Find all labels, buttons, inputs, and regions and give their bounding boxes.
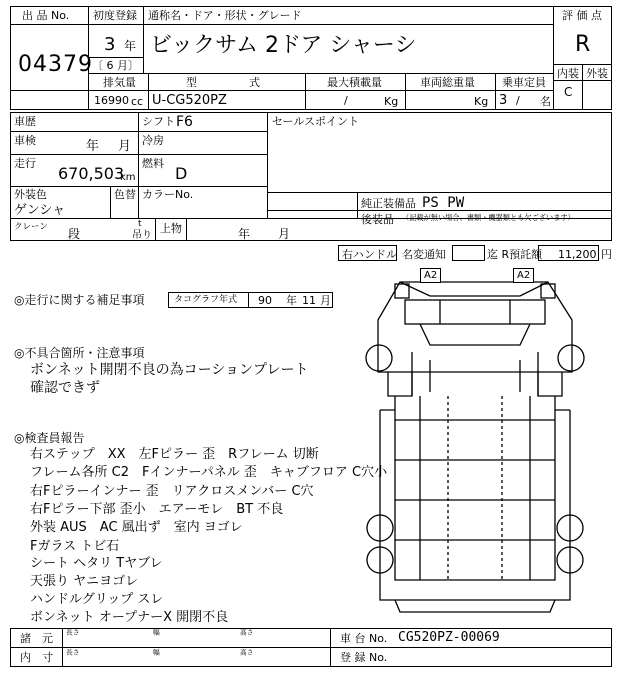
crane-tonnage-top: t (138, 219, 142, 229)
chassis-number: CG520PZ-00069 (398, 630, 500, 645)
rhd-label: 右ハンドル (342, 248, 397, 261)
interior-height-label: 高さ (240, 649, 254, 657)
inspector-line: フレーム各所 C2 Fインナーパネル 歪 キャブフロア C穴小 (30, 465, 388, 480)
hoist-year-unit: 年 (238, 227, 251, 241)
interior-size-label: 内 寸 (20, 651, 53, 664)
color-label: 外装色 (14, 188, 47, 201)
inspector-line: 右ステップ XX 左Fピラー 歪 Rフレーム 切断 (30, 447, 319, 462)
color-value: ゲンシャ (14, 203, 66, 218)
shift-label: シフト (142, 115, 175, 128)
r-amount: 11,200 (558, 248, 597, 261)
gross-weight-label: 車両総重量 (420, 76, 475, 89)
interior-width-label: 幅 (153, 649, 160, 657)
shift-value: F6 (176, 114, 193, 130)
tachograph-label: タコグラフ年式 (174, 295, 238, 305)
max-load-label: 最大積載量 (327, 76, 382, 89)
capacity-value: 3 (499, 93, 508, 108)
mileage-value: 670,503 (58, 164, 125, 183)
crane-label: クレーン (14, 222, 48, 232)
history-label: 車歴 (14, 115, 36, 128)
r-memo-label: 迄 R預託額 (487, 248, 543, 261)
model-name: ビックサム 2ドア シャーシ (150, 33, 417, 58)
capacity-unit: 名 (540, 95, 551, 108)
defect-label: ◎不具合箇所・注意事項 (14, 346, 145, 360)
hoist-label: 上物 (160, 222, 182, 235)
defect-line: ボンネット開閉不良の為コーションプレート (30, 362, 309, 378)
aftermarket-label: 後装品 (361, 213, 394, 226)
inspector-label: ◎検査員報告 (14, 431, 85, 445)
inspector-line: Fガラス トビ石 (30, 539, 120, 554)
mileage-label: 走行 (14, 157, 36, 170)
tachograph-month-unit: 月 (320, 294, 331, 307)
inspection-year-unit: 年 (86, 139, 100, 154)
ac-label: 冷房 (142, 134, 164, 147)
inspector-line: ボンネット オープナーX 開閉不良 (30, 610, 229, 625)
capacity-label: 乗車定員 (502, 76, 546, 89)
damage-mark-right: A2 (513, 268, 534, 283)
lot-label: 出 品 No. (22, 9, 70, 22)
color-no-label: 色替 (114, 188, 136, 201)
max-load-sep: / (344, 94, 348, 107)
lot-number: 04379 (18, 52, 93, 77)
model-type-label: 型 式 (186, 76, 270, 89)
size-label: 諸 元 (20, 632, 53, 645)
first-reg-year-unit: 年 (124, 39, 137, 53)
inspector-line: 外装 AUS AC 風出ず 室内 ヨゴレ (30, 520, 243, 535)
overall-grade: R (575, 32, 591, 57)
tachograph-year-unit: 年 (286, 294, 297, 307)
fuel-value: D (175, 164, 188, 183)
displacement-value: 16990 (94, 94, 129, 107)
displacement-label: 排気量 (103, 76, 136, 89)
interior-grade-label: 内装 (557, 67, 579, 80)
hoist-month-unit: 月 (278, 227, 291, 241)
sales-point-label: セールスポイント (272, 115, 360, 128)
crane-stage-unit: 段 (68, 227, 81, 241)
vehicle-diagram (366, 282, 584, 612)
exterior-grade-label: 外装 (586, 67, 608, 80)
genuine-equipment-label: 純正装備品 (361, 197, 416, 210)
inspection-label: 車検 (14, 134, 36, 147)
name-change-label: 名変通知 (402, 248, 446, 261)
genuine-equipment-items: PS PW (422, 195, 465, 211)
size-width-label: 幅 (153, 629, 160, 637)
inspector-line: 右Fピラーインナー 歪 リアクロスメンバー C穴 (30, 484, 314, 499)
registration-label: 登 録 No. (340, 651, 388, 664)
mileage-unit: km (120, 172, 136, 183)
inspector-line: ハンドルグリップ スレ (30, 592, 164, 607)
max-load-unit: Kg (384, 95, 399, 108)
first-reg-year: 3 (104, 34, 116, 55)
crane-tonnage-bottom: 吊り (132, 230, 152, 241)
tachograph-month: 11 (302, 294, 316, 307)
inspection-month-unit: 月 (118, 139, 132, 154)
model-name-label: 通称名・ドア・形状・グレード (148, 9, 302, 22)
tachograph-year: 90 (258, 294, 272, 307)
size-height-label: 高さ (240, 629, 254, 637)
first-reg-month: 〔 6 月〕 (92, 59, 139, 72)
inspector-line: シート ヘタリ Tヤブレ (30, 556, 163, 571)
damage-mark-left: A2 (420, 268, 441, 283)
grade-label: 評 価 点 (562, 9, 602, 22)
color-code-label: カラーNo. (142, 188, 194, 201)
interior-grade: C (564, 85, 573, 99)
fuel-label: 燃料 (142, 157, 164, 170)
r-unit: 円 (601, 248, 612, 261)
drive-notes-label: ◎走行に関する補足事項 (14, 293, 145, 307)
displacement-unit: cc (131, 95, 144, 108)
capacity-sep: / (516, 94, 520, 107)
model-type: U-CG520PZ (152, 93, 227, 108)
interior-length-label: 長さ (66, 649, 80, 657)
gross-weight-unit: Kg (474, 95, 489, 108)
inspector-line: 右Fピラー下部 歪小 エアーモレ BT 不良 (30, 502, 284, 517)
defect-line: 確認できず (30, 380, 100, 396)
size-length-label: 長さ (66, 629, 80, 637)
inspector-line: 天張り ヤニヨゴレ (30, 574, 139, 589)
chassis-label: 車 台 No. (340, 632, 388, 645)
first-reg-label: 初度登録 (93, 9, 137, 22)
aftermarket-note: （記載が無い場合、書類・機器類とも欠ございます） (402, 214, 575, 223)
